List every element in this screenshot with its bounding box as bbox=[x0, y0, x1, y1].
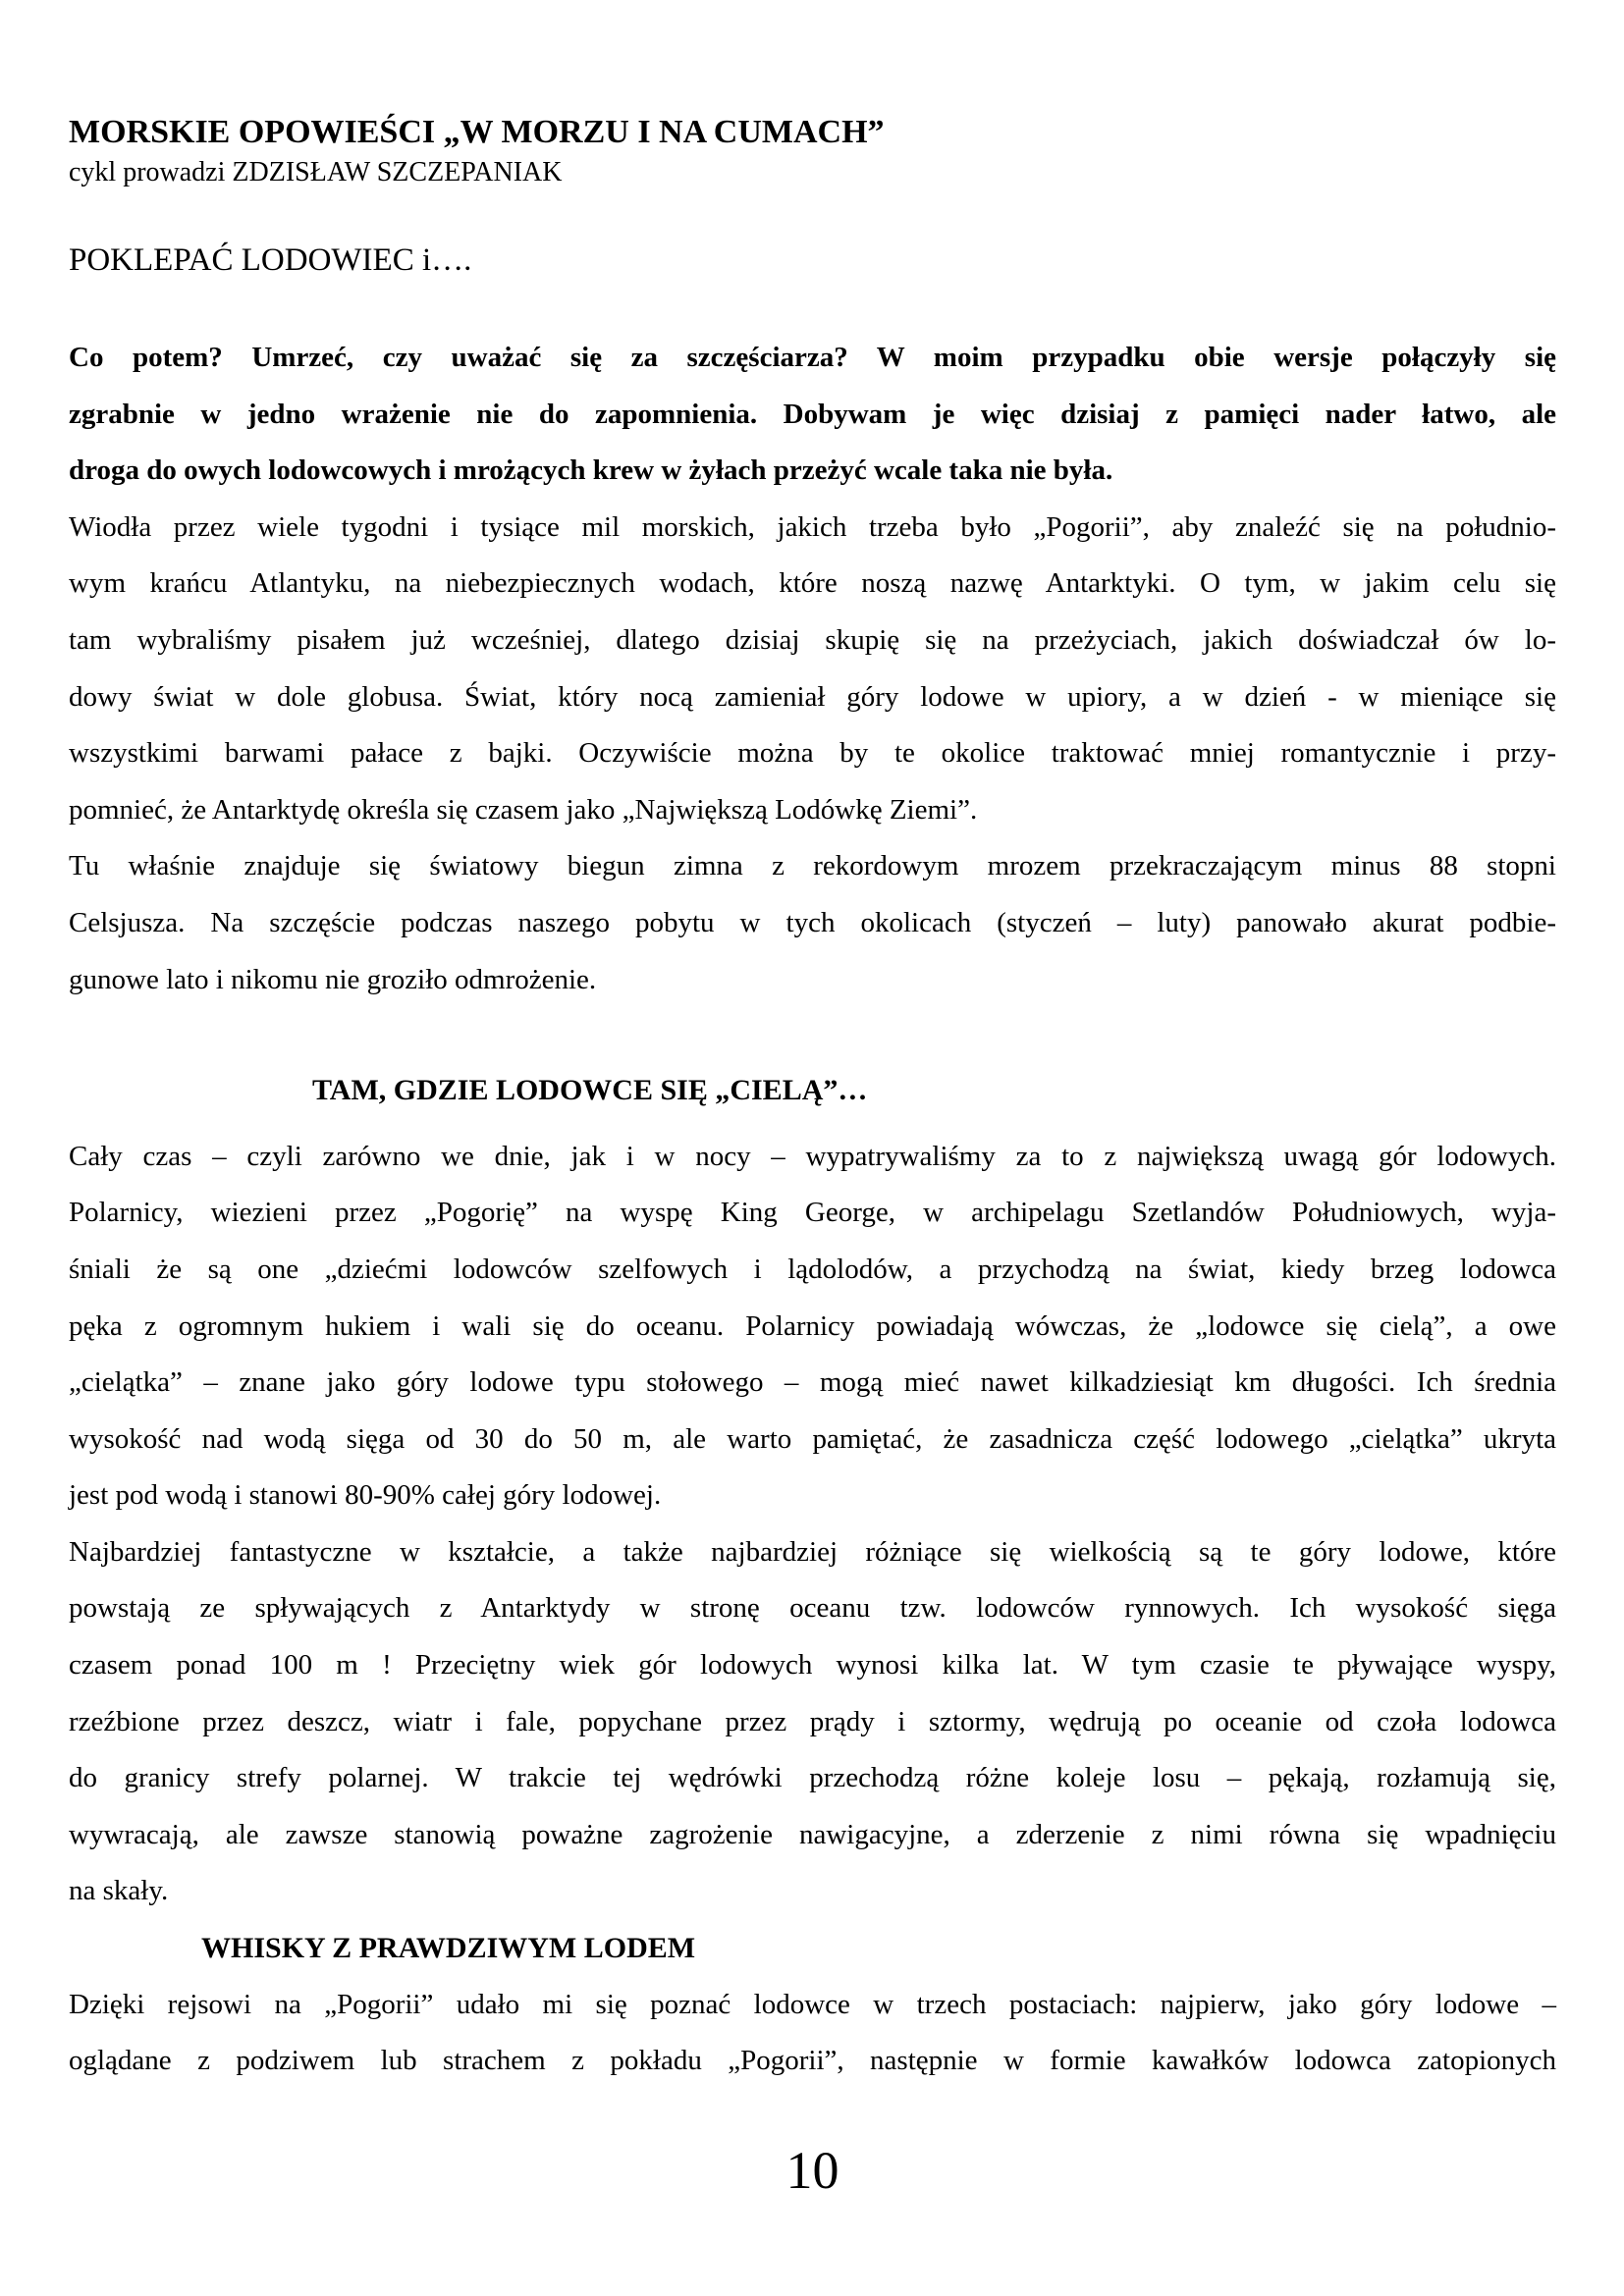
paragraph bbox=[69, 1524, 1556, 1920]
paragraph-line: Co potem? Umrzeć, czy uważać się za szczęściarza? W moim przypadku obie wersje połączyły się bbox=[69, 342, 1556, 373]
paragraph bbox=[69, 330, 1556, 500]
paragraph-line: do granicy strefy polarnej. W trakcie tej wędrówki przechodzą różne koleje losu – pękają, rozłamują się, bbox=[69, 1762, 1556, 1794]
page-title: MORSKIE OPOWIEŚCI „W MORZU I NA CUMACH” bbox=[69, 114, 885, 150]
paragraph bbox=[69, 1129, 1556, 1524]
paragraph-line: Dzięki rejsowi na „Pogorii” udało mi się poznać lodowce w trzech postaciach: najpierw, jako góry lodowe – bbox=[69, 1988, 1556, 2020]
section-heading: WHISKY Z PRAWDZIWYM LODEM bbox=[201, 1932, 696, 1965]
paragraph bbox=[69, 838, 1556, 1008]
paragraph-line: Tu właśnie znajduje się światowy biegun zimna z rekordowym mrozem przekraczającym minus 88 stopni bbox=[69, 850, 1556, 882]
paragraph-line: pęka z ogromnym hukiem i wali się do oceanu. Polarnicy powiadają wówczas, że „lodowce się cielą”, a owe bbox=[69, 1309, 1556, 1342]
paragraph-line: wym krańcu Atlantyku, na niebezpiecznych wodach, które noszą nazwę Antarktyki. O tym, w jakim celu się bbox=[69, 567, 1556, 600]
paragraph-line: droga do owych lodowcowych i mrożących krew w żyłach przeżyć wcale taka nie była. bbox=[69, 454, 1113, 487]
article-headline: POKLEPAĆ LODOWIEC i…. bbox=[69, 242, 472, 278]
paragraph-line: pomnieć, że Antarktydę określa się czasem jako „Największą Lodówkę Ziemi”. bbox=[69, 793, 978, 826]
paragraph-line: Cały czas – czyli zarówno we dnie, jak i w nocy – wypatrywaliśmy za to z największą uwagą gór lodowych. bbox=[69, 1140, 1556, 1172]
article-sections bbox=[69, 330, 1556, 2090]
paragraph bbox=[69, 500, 1556, 839]
paragraph-line: gunowe lato i nikomu nie groziło odmrożenie. bbox=[69, 963, 597, 995]
paragraph-line: Celsjusza. Na szczęście podczas naszego pobytu w tych okolicach (styczeń – luty) panowało akurat podbie- bbox=[69, 906, 1556, 938]
paragraph-line: „cielątka” – znane jako góry lodowe typu stołowego – mogą mieć nawet kilkadziesiąt km długości. Ich średnia bbox=[69, 1366, 1556, 1399]
paragraph-line: wywracają, ale zawsze stanowią poważne zagrożenie nawigacyjne, a zderzenie z nimi równa się wpadnięciu bbox=[69, 1818, 1556, 1850]
page-subtitle: cykl prowadzi ZDZISŁAW SZCZEPANIAK bbox=[69, 157, 563, 187]
section-heading: TAM, GDZIE LODOWCE SIĘ „CIELĄ”… bbox=[312, 1074, 868, 1107]
page-number: 10 bbox=[785, 2140, 839, 2200]
paragraph-line: Wiodła przez wiele tygodni i tysiące mil morskich, jakich trzeba było „Pogorii”, aby znaleźć się na południo- bbox=[69, 510, 1556, 543]
paragraph-line: śniali że są one „dziećmi lodowców szelfowych i lądolodów, a przychodzą na świat, kiedy brzeg lodowca bbox=[69, 1253, 1556, 1285]
paragraph-line: oglądane z podziwem lub strachem z pokładu „Pogorii”, następnie w formie kawałków lodowca zatopionych bbox=[69, 2045, 1556, 2077]
paragraph-line: dowy świat w dole globusa. Świat, który nocą zamieniał góry lodowe w upiory, a w dzień - w mieniące się bbox=[69, 680, 1556, 713]
paragraph-line: tam wybraliśmy pisałem już wcześniej, dlatego dzisiaj skupię się na przeżyciach, jakich doświadczał ów lo- bbox=[69, 623, 1556, 656]
paragraph-line: czasem ponad 100 m ! Przeciętny wiek gór lodowych wynosi kilka lat. W tym czasie te pływające wyspy, bbox=[69, 1649, 1556, 1682]
paragraph bbox=[69, 1977, 1556, 2090]
paragraph-line: na skały. bbox=[69, 1875, 169, 1907]
paragraph-line: Najbardziej fantastyczne w kształcie, a także najbardziej różniące się wielkością są te góry lodowe, które bbox=[69, 1535, 1556, 1568]
paragraph-line: jest pod wodą i stanowi 80-90% całej góry lodowej. bbox=[69, 1479, 662, 1512]
paragraph-line: zgrabnie w jedno wrażenie nie do zapomnienia. Dobywam je więc dzisiaj z pamięci nader łatwo, ale bbox=[69, 398, 1556, 430]
paragraph-line: powstają ze spływających z Antarktydy w stronę oceanu tzw. lodowców rynnowych. Ich wysokość sięga bbox=[69, 1592, 1556, 1625]
paragraph-line: wysokość nad wodą sięga od 30 do 50 m, ale warto pamiętać, że zasadnicza część lodowego „cielątka” ukryta bbox=[69, 1422, 1556, 1455]
paragraph-line: wszystkimi barwami pałace z bajki. Oczywiście można by te okolice traktować mniej romantycznie i przy- bbox=[69, 737, 1556, 770]
paragraph-line: Polarnicy, wiezieni przez „Pogorię” na wyspę King George, w archipelagu Szetlandów Południowych, wyja- bbox=[69, 1197, 1556, 1229]
paragraph-line: rzeźbione przez deszcz, wiatr i fale, popychane przez prądy i sztormy, wędrują po oceanie od czoła lodowca bbox=[69, 1705, 1556, 1737]
